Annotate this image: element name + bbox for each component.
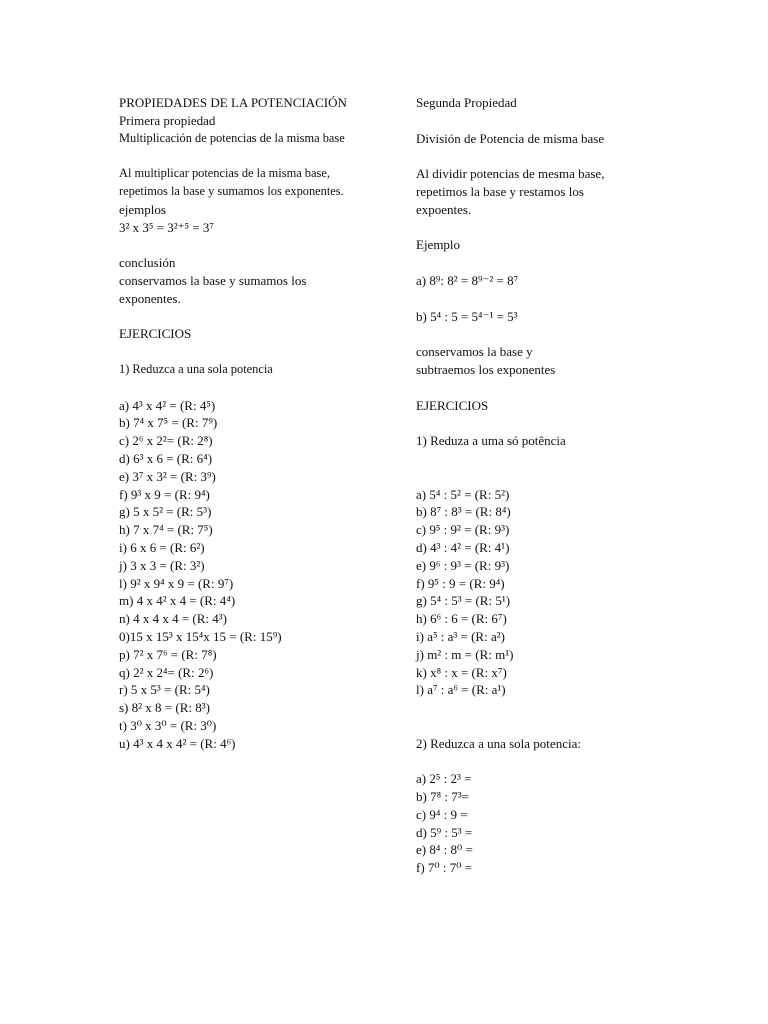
multiplication-topic: Multiplicación de potencias de la misma base <box>119 130 345 145</box>
division-exercise-item: d) 4³ : 4² = (R: 4¹) <box>416 539 510 555</box>
exercise-item: c) 2⁶ x 2²= (R: 2⁸) <box>119 433 213 449</box>
division-conclusion-line-1: conservamos la base y <box>416 344 533 360</box>
division-exercise-item: k) x⁸ : x = (R: x⁷) <box>416 664 507 680</box>
division-exercise-item: j) m² : m = (R: m¹) <box>416 646 514 662</box>
examples-label: ejemplos <box>119 201 166 217</box>
exercise-item: j) 3 x 3 = (R: 3²) <box>119 557 205 573</box>
exercise-item: m) 4 x 4² x 4 = (R: 4⁴) <box>119 593 236 609</box>
conclusion-label: conclusión <box>119 255 176 271</box>
exercises-heading: EJERCICIOS <box>119 326 192 342</box>
division-exercise-item: c) 9⁵ : 9² = (R: 9³) <box>416 522 510 538</box>
division-exercise-item: i) a⁵ : a³ = (R: a²) <box>416 628 505 644</box>
division-exercise-item: d) 5⁹ : 5³ = <box>416 824 473 840</box>
exercise-item: s) 8² x 8 = (R: 8³) <box>119 700 210 716</box>
second-property-heading: Segunda Propiedad <box>416 95 517 110</box>
exercise-item: e) 3⁷ x 3² = (R: 3⁹) <box>119 468 216 484</box>
division-exercise-list-2 <box>416 770 716 877</box>
exercise-item: f) 9³ x 9 = (R: 9⁴) <box>119 486 210 502</box>
division-exercise-item: h) 6⁶ : 6 = (R: 6⁷) <box>416 611 507 627</box>
conclusion-line-1: conservamos la base y sumamos los <box>119 272 307 288</box>
division-instruction-1: 1) Reduza a uma só potência <box>416 433 566 449</box>
exercise-item: u) 4³ x 4 x 4² = (R: 4⁶) <box>119 735 236 751</box>
rule-line-2: repetimos la base y sumamos los exponentes. <box>119 183 344 198</box>
division-exercise-item: b) 8⁷ : 8³ = (R: 8⁴) <box>416 504 511 520</box>
division-exercise-item: g) 5⁴ : 5³ = (R: 5¹) <box>416 593 511 609</box>
exercise-item: n) 4 x 4 x 4 = (R: 4³) <box>119 611 227 627</box>
exercise-item: r) 5 x 5³ = (R: 5⁴) <box>119 682 210 698</box>
division-example-a: a) 8⁹: 8² = 8⁹⁻² = 8⁷ <box>416 272 519 288</box>
exercise-item: i) 6 x 6 = (R: 6²) <box>119 539 205 555</box>
exercise-item: b) 7⁴ x 7⁵ = (R: 7⁹) <box>119 415 218 431</box>
division-conclusion-line-2: subtraemos los exponentes <box>416 361 556 377</box>
exercise-item: l) 9² x 9⁴ x 9 = (R: 9⁷) <box>119 575 234 591</box>
exercise-item: d) 6³ x 6 = (R: 6⁴) <box>119 450 213 466</box>
exercise-item: t) 3⁰ x 3⁰ = (R: 3⁰) <box>119 717 217 733</box>
rule-line-1: Al multiplicar potencias de la misma base, <box>119 166 330 181</box>
exercise-item: q) 2² x 2⁴= (R: 2⁶) <box>119 664 214 680</box>
division-exercise-item: e) 8⁴ : 8⁰ = <box>416 842 473 858</box>
division-rule-line-2: repetimos la base y restamos los <box>416 183 584 199</box>
division-exercise-item: e) 9⁶ : 9³ = (R: 9³) <box>416 557 510 573</box>
division-exercise-item: c) 9⁴ : 9 = <box>416 806 468 822</box>
division-exercise-item: l) a⁷ : a⁶ = (R: a¹) <box>416 682 506 698</box>
division-instruction-2: 2) Reduzca a una sola potencia: <box>416 735 581 751</box>
page-title: PROPIEDADES DE LA POTENCIACIÓN <box>119 95 347 110</box>
exercise-item: a) 4³ x 4² = (R: 4⁵) <box>119 397 216 413</box>
right-column <box>416 94 716 877</box>
division-exercise-item: f) 9⁵ : 9 = (R: 9⁴) <box>416 575 505 591</box>
multiplication-exercise-list <box>119 397 389 753</box>
exercise-item: h) 7 x 7⁴ = (R: 7⁵) <box>119 522 213 538</box>
division-rule-line-3: expoentes. <box>416 201 472 217</box>
left-column <box>119 94 389 752</box>
division-exercise-list-1 <box>416 486 716 700</box>
division-exercise-item: f) 7⁰ : 7⁰ = <box>416 860 473 876</box>
exercise-item: 0)15 x 15³ x 15⁴x 15 = (R: 15⁹) <box>119 628 282 644</box>
exercise-item: p) 7² x 7⁶ = (R: 7⁸) <box>119 646 217 662</box>
exercise-item: g) 5 x 5² = (R: 5³) <box>119 504 212 520</box>
division-rule-line-1: Al dividir potencias de mesma base, <box>416 166 605 182</box>
exercise-instruction: 1) Reduzca a una sola potencia <box>119 361 273 376</box>
division-exercises-heading: EJERCICIOS <box>416 397 489 413</box>
division-example-b: b) 5⁴ : 5 = 5⁴⁻¹ = 5³ <box>416 308 518 324</box>
division-topic: División de Potencia de misma base <box>416 130 605 146</box>
division-exercise-item: a) 2⁵ : 2³ = <box>416 771 472 787</box>
example-formula: 3² x 3⁵ = 3²⁺⁵ = 3⁷ <box>119 219 214 235</box>
first-property-heading: Primera propiedad <box>119 112 216 128</box>
division-exercise-item: b) 7⁸ : 7³= <box>416 789 469 805</box>
conclusion-line-2: exponentes. <box>119 290 181 306</box>
example-label: Ejemplo <box>416 237 461 253</box>
division-exercise-item: a) 5⁴ : 5² = (R: 5²) <box>416 486 510 502</box>
